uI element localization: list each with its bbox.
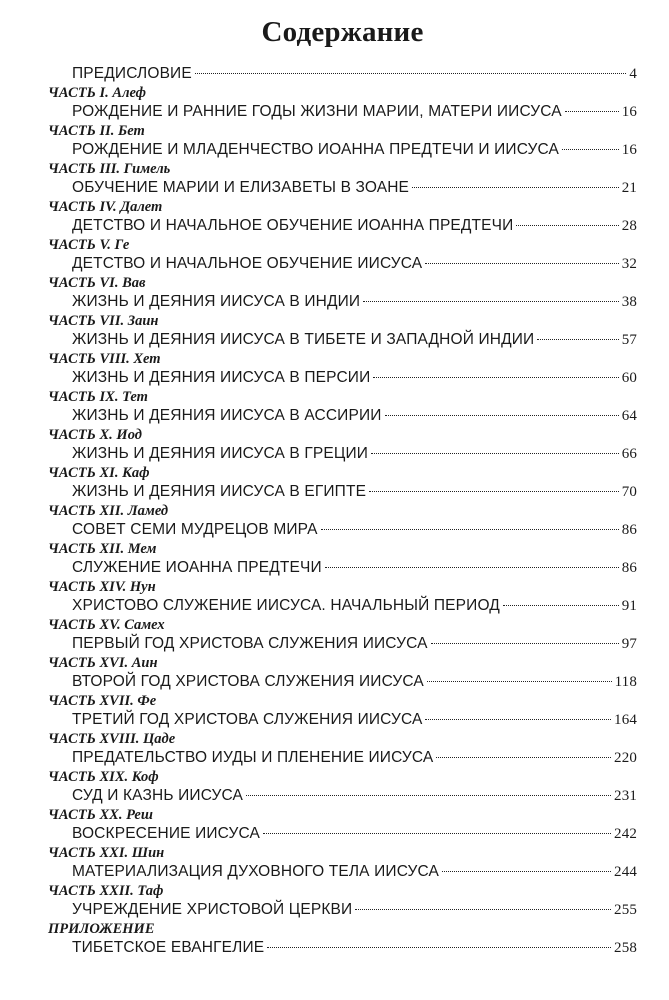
toc-part-heading: ЧАСТЬ VII. Заин xyxy=(48,313,159,329)
toc-part-group xyxy=(48,882,637,920)
toc-part-group xyxy=(48,160,637,198)
toc-entry-page: 32 xyxy=(621,256,637,272)
toc-entry[interactable] xyxy=(72,634,637,654)
toc-part-heading: ЧАСТЬ V. Ге xyxy=(48,237,130,253)
toc-entry-label: ДЕТСТВО И НАЧАЛЬНОЕ ОБУЧЕНИЕ ИИСУСА xyxy=(72,255,423,272)
dot-leader xyxy=(321,529,619,530)
toc-entry-page: 91 xyxy=(621,598,637,614)
dot-leader xyxy=(503,605,619,606)
toc-entry[interactable] xyxy=(72,330,637,350)
toc-entry-label: СОВЕТ СЕМИ МУДРЕЦОВ МИРА xyxy=(72,521,318,538)
toc-entry-label: СЛУЖЕНИЕ ИОАННА ПРЕДТЕЧИ xyxy=(72,559,322,576)
toc-entry[interactable] xyxy=(72,558,637,578)
dot-leader xyxy=(325,567,619,568)
table-of-contents xyxy=(48,64,637,958)
dot-leader xyxy=(371,453,619,454)
toc-entry-page: 38 xyxy=(621,294,637,310)
toc-part-group xyxy=(48,806,637,844)
toc-entry[interactable] xyxy=(72,596,637,616)
toc-entry-page: 66 xyxy=(621,446,637,462)
toc-entry-page: 4 xyxy=(629,66,637,82)
toc-part-group xyxy=(48,540,637,578)
toc-entry-label: РОЖДЕНИЕ И РАННИЕ ГОДЫ ЖИЗНИ МАРИИ, МАТЕРИ ИИСУСА xyxy=(72,103,562,120)
dot-leader xyxy=(369,491,619,492)
toc-entry-label: ЖИЗНЬ И ДЕЯНИЯ ИИСУСА В ТИБЕТЕ И ЗАПАДНОЙ ИНДИИ xyxy=(72,331,535,348)
toc-entry-label: ОБУЧЕНИЕ МАРИИ И ЕЛИЗАВЕТЫ В ЗОАНЕ xyxy=(72,179,410,196)
toc-part-heading: ЧАСТЬ IV. Далет xyxy=(48,199,163,215)
toc-part-heading: ЧАСТЬ XII. Ламед xyxy=(48,503,169,519)
toc-entry-page: 28 xyxy=(621,218,637,234)
toc-entry-page: 220 xyxy=(614,750,637,766)
dot-leader xyxy=(562,149,619,150)
toc-entry-page: 258 xyxy=(614,940,637,956)
toc-entry[interactable] xyxy=(72,140,637,160)
toc-part-heading: ЧАСТЬ XXII. Таф xyxy=(48,883,164,899)
toc-entry-page: 164 xyxy=(614,712,637,728)
toc-entry-page: 244 xyxy=(614,864,637,880)
toc-entry-label: ЖИЗНЬ И ДЕЯНИЯ ИИСУСА В ИНДИИ xyxy=(72,293,361,310)
toc-entry-label: ЖИЗНЬ И ДЕЯНИЯ ИИСУСА В ГРЕЦИИ xyxy=(72,445,369,462)
toc-part-heading: ЧАСТЬ XXI. Шин xyxy=(48,845,165,861)
toc-entry-page: 57 xyxy=(621,332,637,348)
toc-entry[interactable] xyxy=(72,748,637,768)
toc-part-group xyxy=(48,730,637,768)
dot-leader xyxy=(427,681,612,682)
toc-entry-label: ПРЕДАТЕЛЬСТВО ИУДЫ И ПЛЕНЕНИЕ ИИСУСА xyxy=(72,749,434,766)
toc-entry[interactable] xyxy=(72,444,637,464)
dot-leader xyxy=(267,947,611,948)
dot-leader xyxy=(385,415,619,416)
toc-entry[interactable] xyxy=(72,824,637,844)
toc-part-group xyxy=(48,122,637,160)
dot-leader xyxy=(412,187,619,188)
toc-entry-page: 86 xyxy=(621,560,637,576)
toc-entry[interactable] xyxy=(72,254,637,274)
dot-leader xyxy=(565,111,619,112)
toc-entry[interactable] xyxy=(72,368,637,388)
toc-part-heading: ПРИЛОЖЕНИЕ xyxy=(48,921,155,937)
toc-entry-page: 16 xyxy=(621,142,637,158)
dot-leader xyxy=(516,225,618,226)
toc-part-heading: ЧАСТЬ XV. Самех xyxy=(48,617,165,633)
toc-entry[interactable] xyxy=(72,482,637,502)
toc-part-group xyxy=(48,654,637,692)
dot-leader xyxy=(263,833,611,834)
toc-part-group xyxy=(48,236,637,274)
toc-entry-label: ДЕТСТВО И НАЧАЛЬНОЕ ОБУЧЕНИЕ ИОАННА ПРЕДТЕЧИ xyxy=(72,217,514,234)
toc-part-heading: ЧАСТЬ XVII. Фе xyxy=(48,693,157,709)
toc-part-heading: ЧАСТЬ II. Бет xyxy=(48,123,145,139)
toc-entry-page: 255 xyxy=(614,902,637,918)
toc-entry-label: ЖИЗНЬ И ДЕЯНИЯ ИИСУСА В АССИРИИ xyxy=(72,407,382,424)
toc-entry-page: 118 xyxy=(614,674,637,690)
toc-entry[interactable] xyxy=(72,102,637,122)
toc-part-heading: ЧАСТЬ XII. Мем xyxy=(48,541,157,557)
toc-entry[interactable] xyxy=(72,406,637,426)
toc-entry[interactable] xyxy=(72,938,637,958)
toc-part-group xyxy=(48,920,637,958)
page-title: Содержание xyxy=(261,16,424,48)
dot-leader xyxy=(195,73,627,74)
toc-part-heading: ЧАСТЬ XVI. Аин xyxy=(48,655,158,671)
toc-part-group xyxy=(48,768,637,806)
toc-part-heading: ЧАСТЬ IX. Тет xyxy=(48,389,148,405)
toc-entry-page: 242 xyxy=(614,826,637,842)
toc-entry-page: 60 xyxy=(621,370,637,386)
toc-entry-label: ВОСКРЕСЕНИЕ ИИСУСА xyxy=(72,825,260,842)
toc-part-heading: ЧАСТЬ XIX. Коф xyxy=(48,769,159,785)
toc-part-group xyxy=(48,388,637,426)
toc-part-heading: ЧАСТЬ XVIII. Цаде xyxy=(48,731,176,747)
toc-entry-label: УЧРЕЖДЕНИЕ ХРИСТОВОЙ ЦЕРКВИ xyxy=(72,901,353,918)
toc-entry-page: 231 xyxy=(614,788,637,804)
dot-leader xyxy=(373,377,618,378)
toc-entry-label: ХРИСТОВО СЛУЖЕНИЕ ИИСУСА. НАЧАЛЬНЫЙ ПЕРИОД xyxy=(72,597,500,614)
toc-entry-page: 64 xyxy=(621,408,637,424)
toc-part-heading: ЧАСТЬ XIV. Нун xyxy=(48,579,156,595)
toc-part-group xyxy=(48,84,637,122)
toc-entry-preface[interactable] xyxy=(72,64,637,84)
toc-part-heading: ЧАСТЬ XX. Реш xyxy=(48,807,153,823)
toc-entry[interactable] xyxy=(72,862,637,882)
dot-leader xyxy=(436,757,611,758)
toc-entry-page: 16 xyxy=(621,104,637,120)
toc-entry[interactable] xyxy=(72,178,637,198)
dot-leader xyxy=(431,643,619,644)
toc-entry[interactable] xyxy=(72,786,637,806)
toc-entry-label: СУД И КАЗНЬ ИИСУСА xyxy=(72,787,244,804)
toc-part-group xyxy=(48,578,637,616)
toc-part-group xyxy=(48,464,637,502)
toc-entry-label: ТИБЕТСКОЕ ЕВАНГЕЛИЕ xyxy=(72,939,265,956)
toc-part-heading: ЧАСТЬ X. Иод xyxy=(48,427,142,443)
toc-part-heading: ЧАСТЬ VI. Вав xyxy=(48,275,146,291)
toc-part-group xyxy=(48,502,637,540)
toc-entry[interactable] xyxy=(72,710,637,730)
dot-leader xyxy=(246,795,611,796)
toc-entry-label: ВТОРОЙ ГОД ХРИСТОВА СЛУЖЕНИЯ ИИСУСА xyxy=(72,673,424,690)
toc-part-heading: ЧАСТЬ XI. Каф xyxy=(48,465,150,481)
dot-leader xyxy=(363,301,618,302)
toc-part-group xyxy=(48,692,637,730)
toc-entry-page: 70 xyxy=(621,484,637,500)
dot-leader xyxy=(537,339,618,340)
toc-entry[interactable] xyxy=(72,216,637,236)
toc-part-group xyxy=(48,616,637,654)
toc-entry-label: ЖИЗНЬ И ДЕЯНИЯ ИИСУСА В ПЕРСИИ xyxy=(72,369,371,386)
dot-leader xyxy=(355,909,611,910)
toc-part-group xyxy=(48,350,637,388)
toc-entry-label: ПЕРВЫЙ ГОД ХРИСТОВА СЛУЖЕНИЯ ИИСУСА xyxy=(72,635,428,652)
toc-entry[interactable] xyxy=(72,672,637,692)
toc-entry-label: ЖИЗНЬ И ДЕЯНИЯ ИИСУСА В ЕГИПТЕ xyxy=(72,483,367,500)
toc-entry-label: ПРЕДИСЛОВИЕ xyxy=(72,65,192,82)
toc-entry-label: МАТЕРИАЛИЗАЦИЯ ДУХОВНОГО ТЕЛА ИИСУСА xyxy=(72,863,440,880)
toc-part-heading: ЧАСТЬ I. Алеф xyxy=(48,85,146,101)
toc-part-heading: ЧАСТЬ III. Гимель xyxy=(48,161,171,177)
toc-part-group xyxy=(48,312,637,350)
toc-entry[interactable] xyxy=(72,520,637,540)
toc-part-group xyxy=(48,844,637,882)
toc-entry[interactable] xyxy=(72,900,637,920)
dot-leader xyxy=(425,263,618,264)
toc-part-group xyxy=(48,198,637,236)
toc-part-group xyxy=(48,426,637,464)
dot-leader xyxy=(442,871,611,872)
toc-entry-page: 21 xyxy=(621,180,637,196)
toc-entry-label: ТРЕТИЙ ГОД ХРИСТОВА СЛУЖЕНИЯ ИИСУСА xyxy=(72,711,423,728)
toc-entry-page: 97 xyxy=(621,636,637,652)
toc-part-heading: ЧАСТЬ VIII. Хет xyxy=(48,351,161,367)
toc-entry[interactable] xyxy=(72,292,637,312)
toc-part-group xyxy=(48,274,637,312)
dot-leader xyxy=(425,719,611,720)
toc-entry-page: 86 xyxy=(621,522,637,538)
toc-entry-label: РОЖДЕНИЕ И МЛАДЕНЧЕСТВО ИОАННА ПРЕДТЕЧИ И ИИСУСА xyxy=(72,141,560,158)
